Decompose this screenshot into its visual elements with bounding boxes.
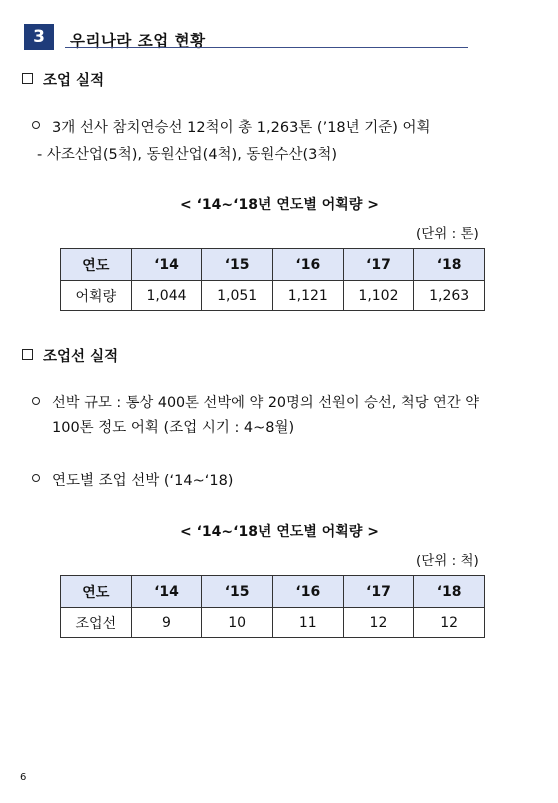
catch-table-unit: (단위 : 톤) [416, 226, 479, 242]
table-cell: 12 [414, 608, 485, 638]
vessel-yearly-bullet: 연도별 조업 선박 (‘14~‘18) [52, 473, 234, 489]
table-cell: 1,051 [202, 281, 273, 311]
circle-bullet-icon [32, 474, 40, 482]
table-header-cell: ‘16 [272, 576, 343, 608]
vessel-table-unit: (단위 : 척) [416, 553, 479, 569]
table-cell: 조업선 [61, 608, 132, 638]
table-header-cell: ‘15 [202, 249, 273, 281]
section-number: 3 [33, 27, 45, 47]
vessel-table [60, 575, 485, 638]
section-title-underline [65, 47, 468, 48]
circle-bullet-icon [32, 397, 40, 405]
table-header-cell: ‘18 [414, 249, 485, 281]
table-header-cell: 연도 [61, 249, 132, 281]
section-title: 우리나라 조업 현황 [70, 32, 206, 50]
table-row [61, 281, 485, 311]
table-header-cell: ‘16 [272, 249, 343, 281]
vessel-size-bullet-line2: 100톤 정도 어획 (조업 시기 : 4~8월) [52, 420, 295, 436]
circle-bullet-icon [32, 121, 40, 129]
table-cell: 어획량 [61, 281, 132, 311]
table-header-row [61, 249, 485, 281]
table-header-cell: ‘14 [131, 249, 202, 281]
catch-table-caption: < ‘14~‘18년 연도별 어획량 > [180, 197, 379, 213]
catch-table [60, 248, 485, 311]
table-cell: 1,263 [414, 281, 485, 311]
table-header-cell: ‘18 [414, 576, 485, 608]
table-cell: 1,121 [272, 281, 343, 311]
table-cell: 10 [202, 608, 273, 638]
table-header-cell: ‘14 [131, 576, 202, 608]
table-cell: 9 [131, 608, 202, 638]
table-cell: 1,044 [131, 281, 202, 311]
fishing-results-bullet: 3개 선사 참치연승선 12척이 총 1,263톤 (’18년 기준) 어획 [52, 120, 431, 136]
table-header-cell: 연도 [61, 576, 132, 608]
table-cell: 1,102 [343, 281, 414, 311]
table-cell: 11 [272, 608, 343, 638]
section-number-badge [24, 24, 54, 50]
vessel-size-bullet-line1: 선박 규모 : 통상 400톤 선박에 약 20명의 선원이 승선, 척당 연간 약 [52, 395, 480, 411]
fishing-results-heading: 조업 실적 [43, 73, 105, 89]
vessel-table-caption: < ‘14~‘18년 연도별 어획량 > [180, 524, 379, 540]
page-number: 6 [20, 772, 27, 783]
table-header-cell: ‘17 [343, 249, 414, 281]
table-cell: 12 [343, 608, 414, 638]
table-header-cell: ‘15 [202, 576, 273, 608]
table-header-cell: ‘17 [343, 576, 414, 608]
checkbox-square-icon [22, 73, 33, 84]
table-row [61, 608, 485, 638]
checkbox-square-icon [22, 349, 33, 360]
vessel-results-heading: 조업선 실적 [43, 349, 119, 365]
fishing-results-sub-bullet: - 사조산업(5척), 동원산업(4척), 동원수산(3척) [37, 147, 337, 163]
table-header-row [61, 576, 485, 608]
